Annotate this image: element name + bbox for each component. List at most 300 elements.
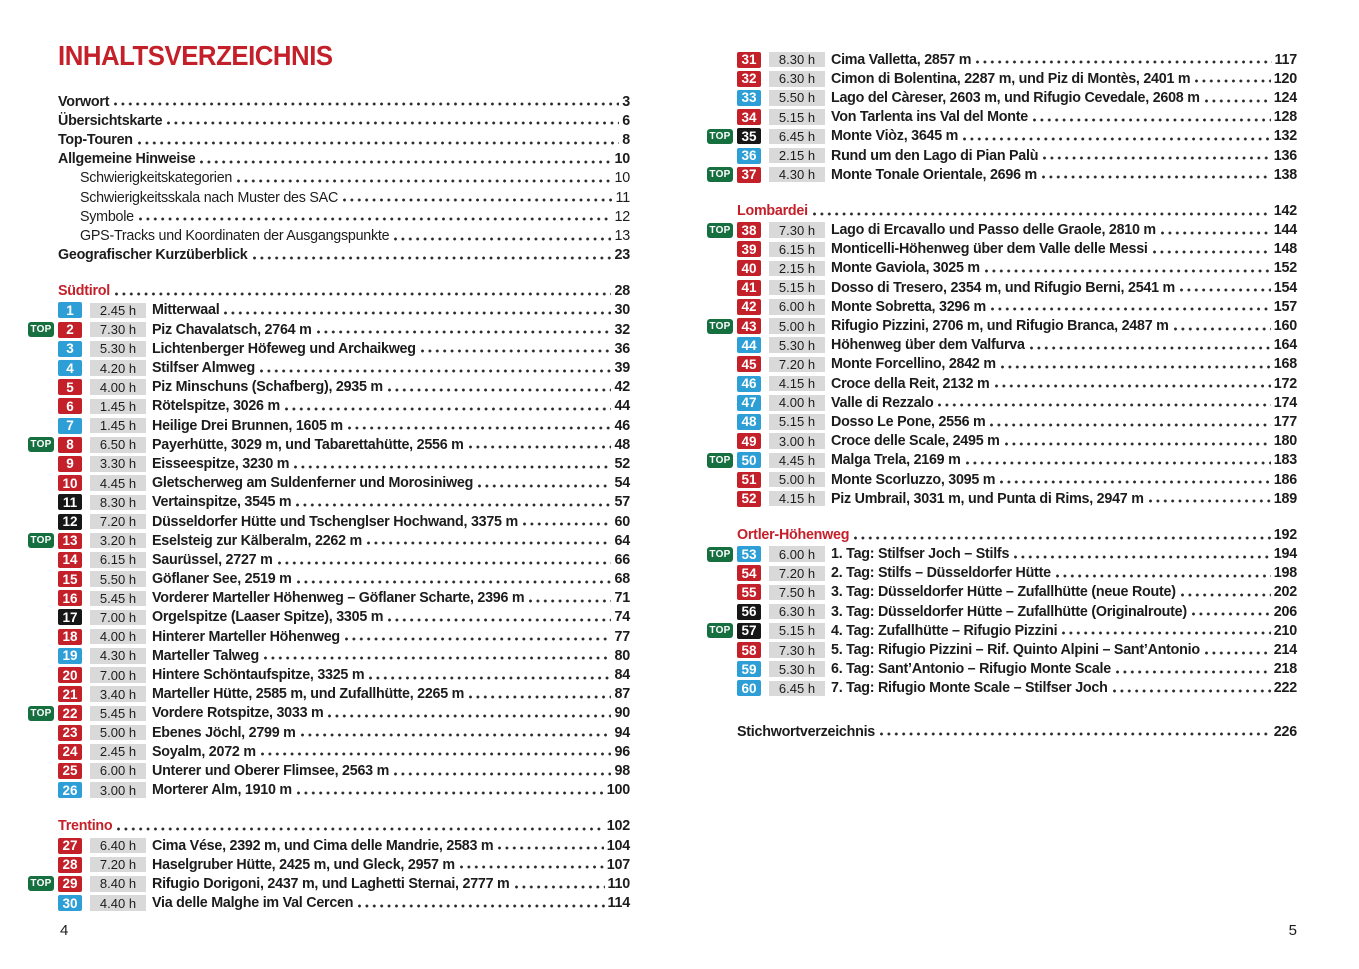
dot-leader bbox=[139, 216, 612, 222]
tour-row bbox=[28, 723, 630, 742]
entry-label: Schwierigkeitsskala nach Muster des SAC bbox=[80, 189, 339, 206]
entry-label: Lago di Ercavallo und Passo delle Graole, 2810 m bbox=[831, 222, 1156, 239]
dot-leader bbox=[991, 306, 1271, 312]
entry-label: 3. Tag: Düsseldorfer Hütte – Zufallhütte (Originalroute) bbox=[831, 603, 1187, 620]
entry-page-number: 48 bbox=[614, 436, 630, 453]
dot-leader bbox=[358, 903, 604, 909]
tour-number-badge: 55 bbox=[737, 584, 761, 600]
entry-label: Höhenweg über dem Valfurva bbox=[831, 337, 1025, 354]
tour-row bbox=[707, 679, 1297, 698]
dot-leader bbox=[1205, 650, 1271, 656]
top-badge-slot bbox=[707, 223, 737, 238]
top-tour-badge: TOP bbox=[707, 223, 733, 238]
tour-number-badge: 12 bbox=[58, 514, 82, 530]
entry-page-number: 3 bbox=[622, 93, 630, 110]
entry-page-number: 210 bbox=[1273, 622, 1297, 639]
tour-row bbox=[28, 894, 630, 913]
dot-leader bbox=[515, 884, 605, 890]
tour-duration: 7.20 h bbox=[90, 514, 146, 530]
entry-page-number: 6 bbox=[622, 112, 630, 129]
entry-page-number: 110 bbox=[607, 875, 630, 892]
entry-label: Croce della Reit, 2132 m bbox=[831, 375, 990, 392]
tour-duration: 6.30 h bbox=[769, 604, 825, 620]
entry-page-number: 189 bbox=[1273, 490, 1297, 507]
tour-duration: 4.00 h bbox=[90, 379, 146, 395]
entry-page-number: 11 bbox=[615, 189, 630, 206]
entry-page-number: 32 bbox=[614, 321, 630, 338]
tour-row bbox=[707, 127, 1297, 146]
tour-number-badge: 6 bbox=[58, 398, 82, 414]
tour-row bbox=[707, 545, 1297, 564]
entry-page-number: 60 bbox=[614, 513, 630, 530]
entry-page-number: 120 bbox=[1273, 70, 1297, 87]
tour-duration: 2.45 h bbox=[90, 303, 146, 319]
entry-page-number: 52 bbox=[614, 455, 630, 472]
entry-label: Ebenes Jöchl, 2799 m bbox=[152, 724, 296, 741]
tour-row bbox=[28, 301, 630, 320]
entry-page-number: 183 bbox=[1273, 452, 1297, 469]
entry-label: Heilige Drei Brunnen, 1605 m bbox=[152, 417, 343, 434]
tour-row bbox=[707, 146, 1297, 165]
tour-duration: 6.00 h bbox=[769, 299, 825, 315]
tour-row bbox=[28, 416, 630, 435]
tour-row bbox=[28, 493, 630, 512]
tour-number-badge: 35 bbox=[737, 128, 761, 144]
tour-duration: 6.15 h bbox=[769, 242, 825, 258]
entry-page-number: 94 bbox=[614, 724, 630, 741]
entry-page-number: 10 bbox=[614, 151, 630, 168]
toc-entry-row bbox=[28, 150, 630, 169]
entry-label: Dosso Le Pone, 2556 m bbox=[831, 413, 986, 430]
top-badge-slot bbox=[707, 129, 737, 144]
tour-number-badge: 43 bbox=[737, 318, 761, 334]
tour-row bbox=[28, 742, 630, 761]
entry-label: GPS-Tracks und Koordinaten der Ausgangspunkte bbox=[80, 227, 390, 244]
entry-page-number: 186 bbox=[1273, 471, 1297, 488]
entry-page-number: 46 bbox=[614, 417, 630, 434]
tour-row bbox=[707, 336, 1297, 355]
dot-leader bbox=[343, 197, 613, 203]
tour-number-badge: 24 bbox=[58, 744, 82, 760]
tour-duration: 5.45 h bbox=[90, 706, 146, 722]
top-badge-slot bbox=[707, 547, 737, 562]
top-badge-slot bbox=[707, 453, 737, 468]
tour-number-badge: 25 bbox=[58, 763, 82, 779]
tour-duration: 2.15 h bbox=[769, 148, 825, 164]
entry-page-number: 44 bbox=[614, 398, 630, 415]
tour-row bbox=[707, 165, 1297, 184]
tour-number-badge: 2 bbox=[58, 322, 82, 338]
entry-page-number: 57 bbox=[614, 494, 630, 511]
tour-duration: 6.45 h bbox=[769, 129, 825, 145]
tour-row bbox=[28, 339, 630, 358]
tour-row bbox=[707, 412, 1297, 431]
toc-entry-row bbox=[28, 226, 630, 245]
top-tour-badge: TOP bbox=[28, 876, 54, 891]
folio-right: 5 bbox=[1288, 922, 1297, 939]
entry-label: Monte Sobretta, 3296 m bbox=[831, 298, 986, 315]
tour-row bbox=[28, 855, 630, 874]
dot-leader bbox=[138, 140, 619, 146]
entry-page-number: 222 bbox=[1273, 680, 1297, 697]
dot-leader bbox=[1042, 174, 1271, 180]
tour-row bbox=[28, 320, 630, 339]
entry-page-number: 180 bbox=[1273, 433, 1297, 450]
tour-duration: 7.30 h bbox=[769, 222, 825, 238]
entry-label: Düsseldorfer Hütte und Tschenglser Hochwand, 3375 m bbox=[152, 513, 518, 530]
entry-page-number: 148 bbox=[1273, 241, 1297, 258]
dot-leader bbox=[1062, 630, 1270, 636]
tour-row bbox=[707, 640, 1297, 659]
entry-label: Top-Touren bbox=[58, 131, 133, 148]
dot-leader bbox=[1000, 479, 1270, 485]
tour-duration: 2.45 h bbox=[90, 744, 146, 760]
tour-number-badge: 54 bbox=[737, 565, 761, 581]
tour-row bbox=[28, 474, 630, 493]
entry-label: Lichtenberger Höfeweg und Archaikweg bbox=[152, 340, 416, 357]
entry-page-number: 107 bbox=[606, 856, 630, 873]
tour-number-badge: 49 bbox=[737, 433, 761, 449]
tour-row bbox=[707, 69, 1297, 88]
tour-number-badge: 23 bbox=[58, 725, 82, 741]
entry-label: Piz Chavalatsch, 2764 m bbox=[152, 321, 312, 338]
tour-duration: 7.50 h bbox=[769, 585, 825, 601]
entry-page-number: 138 bbox=[1273, 166, 1297, 183]
top-badge-slot bbox=[707, 167, 737, 182]
entry-label: Via delle Malghe im Val Cercen bbox=[152, 895, 354, 912]
tour-duration: 7.30 h bbox=[769, 642, 825, 658]
entry-page-number: 172 bbox=[1273, 375, 1297, 392]
entry-page-number: 100 bbox=[606, 782, 630, 799]
entry-page-number: 144 bbox=[1273, 222, 1297, 239]
tour-number-badge: 45 bbox=[737, 356, 761, 372]
tour-row bbox=[707, 432, 1297, 451]
entry-page-number: 84 bbox=[614, 667, 630, 684]
dot-leader bbox=[990, 422, 1270, 428]
entry-page-number: 66 bbox=[614, 551, 630, 568]
toc-entry-row bbox=[28, 188, 630, 207]
tour-number-badge: 21 bbox=[58, 686, 82, 702]
tour-duration: 3.40 h bbox=[90, 686, 146, 702]
entry-label: Von Tarlenta ins Val del Monte bbox=[831, 109, 1028, 126]
dot-leader bbox=[1192, 611, 1271, 617]
tour-number-badge: 38 bbox=[737, 222, 761, 238]
tour-duration: 7.20 h bbox=[769, 357, 825, 373]
entry-label: Cima Vése, 2392 m, und Cima delle Mandrie, 2583 m bbox=[152, 837, 494, 854]
entry-label: Rötelspitze, 3026 m bbox=[152, 398, 280, 415]
entry-page-number: 28 bbox=[614, 283, 630, 300]
section-gap bbox=[707, 184, 1297, 201]
dot-leader bbox=[388, 617, 611, 623]
tour-duration: 4.15 h bbox=[769, 376, 825, 392]
tour-duration: 5.00 h bbox=[769, 472, 825, 488]
entry-label: Morterer Alm, 1910 m bbox=[152, 782, 292, 799]
tour-number-badge: 59 bbox=[737, 661, 761, 677]
section-gap bbox=[707, 508, 1297, 525]
section-heading-row bbox=[707, 525, 1297, 544]
tour-row bbox=[28, 685, 630, 704]
dot-leader bbox=[367, 540, 612, 546]
tour-duration: 3.20 h bbox=[90, 533, 146, 549]
tour-row bbox=[28, 358, 630, 377]
top-tour-badge: TOP bbox=[28, 322, 54, 337]
entry-label: Lago del Càreser, 2603 m, und Rifugio Cevedale, 2608 m bbox=[831, 89, 1200, 106]
entry-page-number: 42 bbox=[614, 379, 630, 396]
tour-duration: 6.00 h bbox=[769, 546, 825, 562]
entry-page-number: 132 bbox=[1273, 128, 1297, 145]
dot-leader bbox=[1014, 554, 1271, 560]
tour-duration: 1.45 h bbox=[90, 399, 146, 415]
tour-duration: 8.30 h bbox=[769, 52, 825, 68]
entry-label: Monte Tonale Orientale, 2696 m bbox=[831, 166, 1037, 183]
tour-number-badge: 17 bbox=[58, 609, 82, 625]
folio-left: 4 bbox=[60, 922, 69, 939]
section-heading-row bbox=[28, 817, 630, 836]
tour-row bbox=[707, 50, 1297, 69]
dot-leader bbox=[854, 535, 1271, 541]
dot-leader bbox=[1030, 345, 1271, 351]
tour-number-badge: 4 bbox=[58, 360, 82, 376]
tour-number-badge: 36 bbox=[737, 148, 761, 164]
dot-leader bbox=[1153, 249, 1271, 255]
entry-label: Marteller Talweg bbox=[152, 647, 259, 664]
entry-page-number: 102 bbox=[606, 818, 630, 835]
tour-row bbox=[28, 665, 630, 684]
top-badge-slot bbox=[28, 876, 58, 891]
toc-right-page bbox=[707, 50, 1297, 741]
tour-duration: 5.15 h bbox=[769, 623, 825, 639]
top-tour-badge: TOP bbox=[707, 129, 733, 144]
dot-leader bbox=[301, 732, 612, 738]
dot-leader bbox=[294, 464, 611, 470]
tour-duration: 6.50 h bbox=[90, 437, 146, 453]
entry-label: Valle di Rezzalo bbox=[831, 394, 934, 411]
tour-number-badge: 27 bbox=[58, 838, 82, 854]
tour-row bbox=[28, 378, 630, 397]
entry-label: Rifugio Dorigoni, 2437 m, und Laghetti Sternai, 2777 m bbox=[152, 875, 510, 892]
entry-page-number: 152 bbox=[1273, 260, 1297, 277]
dot-leader bbox=[296, 502, 611, 508]
entry-page-number: 174 bbox=[1273, 394, 1297, 411]
tour-row bbox=[28, 454, 630, 473]
dot-leader bbox=[297, 579, 612, 585]
tour-number-badge: 13 bbox=[58, 533, 82, 549]
entry-page-number: 30 bbox=[614, 302, 630, 319]
tour-duration: 4.15 h bbox=[769, 491, 825, 507]
top-badge-slot bbox=[707, 623, 737, 638]
tour-number-badge: 8 bbox=[58, 437, 82, 453]
tour-duration: 6.15 h bbox=[90, 552, 146, 568]
tour-duration: 5.50 h bbox=[769, 90, 825, 106]
entry-label: Monte Viòz, 3645 m bbox=[831, 128, 959, 145]
entry-label: Croce delle Scale, 2495 m bbox=[831, 433, 1000, 450]
entry-page-number: 80 bbox=[614, 647, 630, 664]
tour-row bbox=[28, 570, 630, 589]
top-badge-slot bbox=[28, 533, 58, 548]
toc-entry-row bbox=[28, 92, 630, 111]
tour-row bbox=[707, 240, 1297, 259]
entry-page-number: 128 bbox=[1273, 109, 1297, 126]
tour-duration: 6.30 h bbox=[769, 71, 825, 87]
tour-number-badge: 30 bbox=[58, 895, 82, 911]
tour-number-badge: 3 bbox=[58, 341, 82, 357]
entry-page-number: 168 bbox=[1273, 356, 1297, 373]
tour-duration: 8.40 h bbox=[90, 876, 146, 892]
entry-page-number: 218 bbox=[1273, 661, 1297, 678]
entry-label: Malga Trela, 2169 m bbox=[831, 452, 961, 469]
dot-leader bbox=[976, 59, 1271, 65]
tour-number-badge: 40 bbox=[737, 260, 761, 276]
dot-leader bbox=[1056, 573, 1271, 579]
tour-duration: 5.50 h bbox=[90, 571, 146, 587]
tour-number-badge: 60 bbox=[737, 680, 761, 696]
entry-label: Symbole bbox=[80, 208, 134, 225]
dot-leader bbox=[469, 444, 612, 450]
dot-leader bbox=[317, 329, 612, 335]
entry-label: Vorwort bbox=[58, 93, 110, 110]
entry-label: Vorderer Marteller Höhenweg – Göflaner Scharte, 2396 m bbox=[152, 590, 525, 607]
dot-leader bbox=[1205, 98, 1271, 104]
tour-row bbox=[707, 355, 1297, 374]
dot-leader bbox=[1033, 117, 1271, 123]
tour-duration: 7.30 h bbox=[90, 322, 146, 338]
tour-row bbox=[707, 621, 1297, 640]
dot-leader bbox=[421, 348, 612, 354]
dot-leader bbox=[813, 211, 1271, 217]
top-tour-badge: TOP bbox=[707, 319, 733, 334]
dot-leader bbox=[963, 136, 1271, 142]
entry-label: Hinterer Marteller Höhenweg bbox=[152, 628, 340, 645]
tour-row bbox=[707, 660, 1297, 679]
dot-leader bbox=[285, 406, 612, 412]
dot-leader bbox=[529, 598, 611, 604]
tour-duration: 4.40 h bbox=[90, 895, 146, 911]
tour-row bbox=[28, 550, 630, 569]
tour-duration: 5.15 h bbox=[769, 414, 825, 430]
dot-leader bbox=[460, 864, 604, 870]
tour-number-badge: 22 bbox=[58, 705, 82, 721]
dot-leader bbox=[1113, 688, 1271, 694]
top-badge-slot bbox=[28, 706, 58, 721]
tour-number-badge: 58 bbox=[737, 642, 761, 658]
section-heading-label: Ortler-Höhenweg bbox=[737, 526, 850, 543]
entry-page-number: 164 bbox=[1273, 337, 1297, 354]
tour-row bbox=[28, 761, 630, 780]
tour-row bbox=[707, 108, 1297, 127]
tour-duration: 3.00 h bbox=[90, 782, 146, 798]
entry-page-number: 157 bbox=[1273, 298, 1297, 315]
tour-duration: 5.00 h bbox=[769, 318, 825, 334]
entry-page-number: 142 bbox=[1273, 202, 1297, 219]
section-heading-label: Trentino bbox=[58, 818, 113, 835]
entry-label: Mitterwaal bbox=[152, 302, 220, 319]
tour-duration: 6.45 h bbox=[769, 681, 825, 697]
dot-leader bbox=[1195, 78, 1270, 84]
tour-row bbox=[707, 374, 1297, 393]
tour-row bbox=[28, 531, 630, 550]
dot-leader bbox=[880, 731, 1271, 737]
tour-number-badge: 56 bbox=[737, 604, 761, 620]
tour-duration: 5.30 h bbox=[769, 337, 825, 353]
tour-number-badge: 7 bbox=[58, 418, 82, 434]
entry-page-number: 64 bbox=[614, 532, 630, 549]
toc-left-column bbox=[28, 92, 630, 913]
tour-row bbox=[707, 259, 1297, 278]
entry-page-number: 87 bbox=[614, 686, 630, 703]
tour-duration: 6.40 h bbox=[90, 838, 146, 854]
tour-duration: 4.30 h bbox=[90, 648, 146, 664]
entry-page-number: 192 bbox=[1273, 526, 1297, 543]
section-heading-label: Lombardei bbox=[737, 202, 808, 219]
entry-label: Saurüssel, 2727 m bbox=[152, 551, 273, 568]
entry-label: Monticelli-Höhenweg über dem Valle delle Messi bbox=[831, 241, 1148, 258]
page-title: INHALTSVERZEICHNIS bbox=[58, 40, 333, 71]
entry-label: Soyalm, 2072 m bbox=[152, 743, 256, 760]
entry-page-number: 206 bbox=[1273, 603, 1297, 620]
tour-number-badge: 48 bbox=[737, 414, 761, 430]
entry-label: Piz Minschuns (Schafberg), 2935 m bbox=[152, 379, 383, 396]
tour-number-badge: 51 bbox=[737, 472, 761, 488]
tour-row bbox=[28, 512, 630, 531]
tour-duration: 5.30 h bbox=[769, 661, 825, 677]
tour-row bbox=[28, 646, 630, 665]
entry-label: Geografischer Kurzüberblick bbox=[58, 247, 248, 264]
tour-duration: 7.20 h bbox=[769, 566, 825, 582]
tour-number-badge: 18 bbox=[58, 629, 82, 645]
dot-leader bbox=[995, 383, 1271, 389]
toc-entry-row bbox=[28, 130, 630, 149]
tour-row bbox=[28, 704, 630, 723]
top-tour-badge: TOP bbox=[28, 437, 54, 452]
dot-leader bbox=[261, 751, 612, 757]
tour-duration: 7.20 h bbox=[90, 857, 146, 873]
tour-number-badge: 37 bbox=[737, 167, 761, 183]
entry-label: 6. Tag: Sant’Antonio – Rifugio Monte Scale bbox=[831, 661, 1111, 678]
tour-number-badge: 20 bbox=[58, 667, 82, 683]
tour-duration: 8.30 h bbox=[90, 495, 146, 511]
entry-page-number: 198 bbox=[1273, 565, 1297, 582]
tour-duration: 4.00 h bbox=[769, 395, 825, 411]
top-tour-badge: TOP bbox=[707, 167, 733, 182]
tour-row bbox=[28, 874, 630, 893]
tour-row bbox=[707, 278, 1297, 297]
tour-row bbox=[28, 589, 630, 608]
entry-label: Dosso di Tresero, 2354 m, und Rifugio Berni, 2541 m bbox=[831, 279, 1175, 296]
tour-duration: 2.15 h bbox=[769, 261, 825, 277]
section-gap bbox=[28, 800, 630, 817]
tour-number-badge: 10 bbox=[58, 475, 82, 491]
toc-entry-row bbox=[28, 207, 630, 226]
tour-number-badge: 19 bbox=[58, 648, 82, 664]
toc-entry-row bbox=[28, 111, 630, 130]
tour-row bbox=[28, 627, 630, 646]
tour-number-badge: 44 bbox=[737, 337, 761, 353]
dot-leader bbox=[200, 159, 611, 165]
tour-row bbox=[707, 297, 1297, 316]
entry-page-number: 226 bbox=[1273, 723, 1297, 740]
entry-page-number: 202 bbox=[1273, 584, 1297, 601]
tour-number-badge: 28 bbox=[58, 857, 82, 873]
section-heading-row bbox=[707, 201, 1297, 220]
tour-number-badge: 11 bbox=[58, 494, 82, 510]
dot-leader bbox=[1116, 669, 1271, 675]
entry-page-number: 54 bbox=[614, 475, 630, 492]
dot-leader bbox=[1161, 230, 1271, 236]
toc-entry-row bbox=[28, 246, 630, 265]
entry-label: Rifugio Pizzini, 2706 m, und Rifugio Branca, 2487 m bbox=[831, 318, 1169, 335]
tour-number-badge: 26 bbox=[58, 782, 82, 798]
tour-number-badge: 53 bbox=[737, 546, 761, 562]
